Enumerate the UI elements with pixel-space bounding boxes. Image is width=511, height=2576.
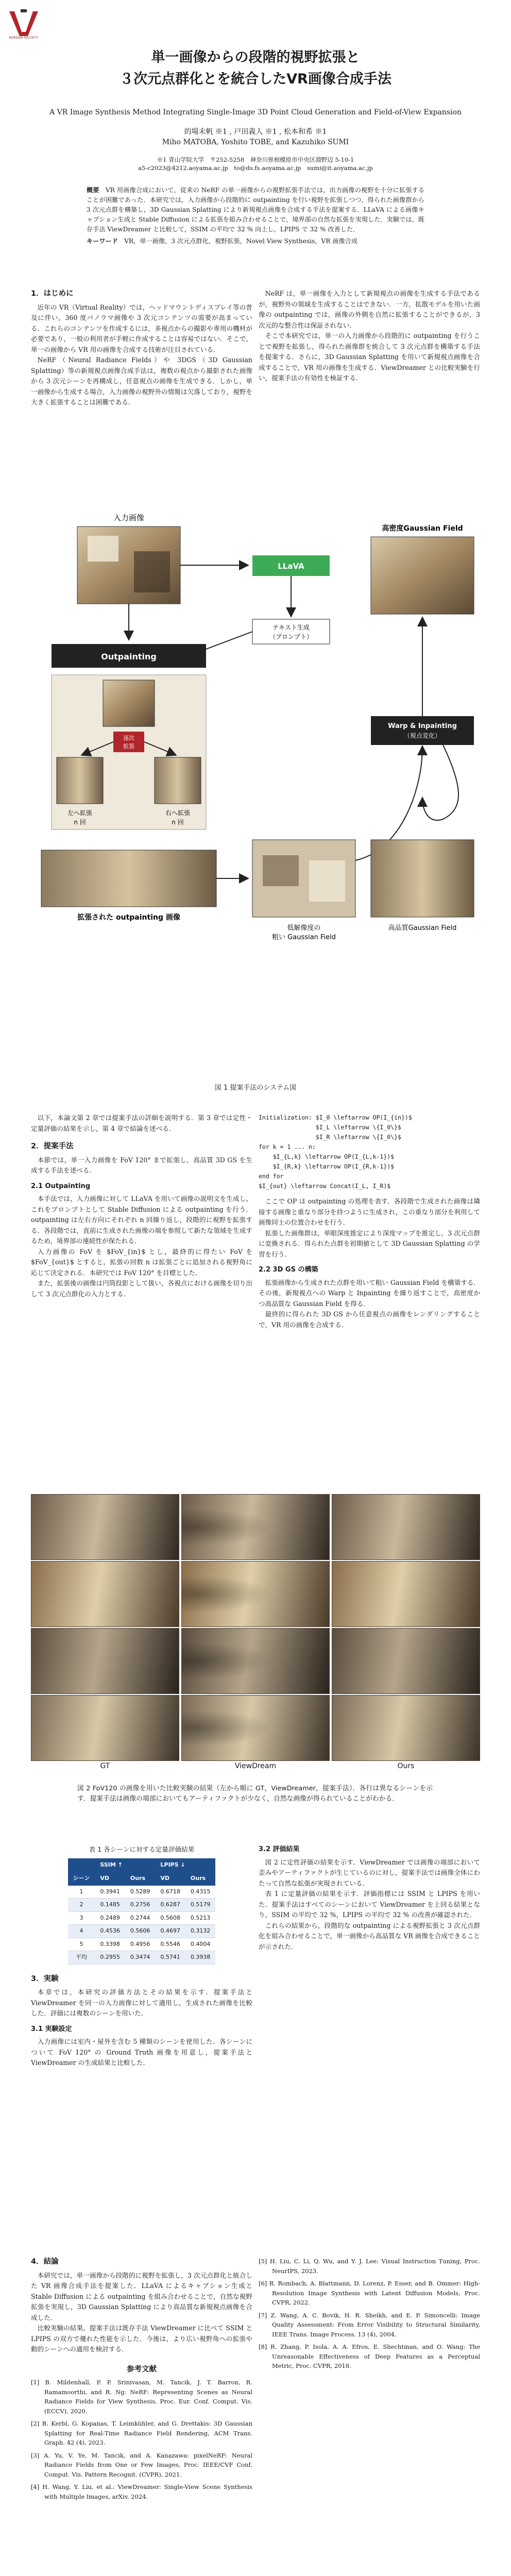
comparison-column-labels (31, 1762, 480, 1775)
results-left-column (31, 1844, 252, 2069)
method-left-column (31, 1113, 252, 1299)
references-heading: 参考文献 (127, 2365, 157, 2374)
table-cell: 1 (68, 1886, 95, 1899)
keywords-label: キーワード (87, 238, 118, 245)
table-cell: 0.3398 (95, 1938, 125, 1951)
table-cell: 0.5741 (155, 1951, 185, 1964)
table-row (68, 1951, 216, 1964)
intro-left-column (31, 289, 252, 408)
intro-heading: 1．はじめに (31, 290, 74, 298)
table-cell: 0.5213 (185, 1911, 216, 1925)
table-cell: 0.5608 (155, 1911, 185, 1925)
method-paragraph: 本手法では，入力画像に対して LLaVA を用いて画像の説明文を生成し，これをプロンプトとして Stable Diffusion による outpainting を行う．outpainting は左右方向にそれぞれ n 回繰り返し，段階的に視野を拡張する．各段階では，直前に生成された画像の端を参照して新たな領域を生成するため，境界部の連続性が保たれる． (31, 1195, 253, 1245)
warp-label: Warp & Inpainting (388, 722, 457, 730)
table-caption: 表 1 各シーンに対する定量評価結果 (89, 1845, 195, 1853)
experiment-paragraph: これらの結果から，段階的な outpainting による視野拡張と 3 次元点群化を組み合わせることで，単一画像から高品質な VR 画像を合成できることが示された． (259, 1921, 480, 1951)
table-cell: 0.4536 (95, 1925, 125, 1938)
experiment-heading: 3．実験 (31, 1974, 59, 1983)
algorithm-block (259, 1113, 480, 1191)
intro-paragraph: 近年の VR（Virtual Reality）では，ヘッドマウントディスプレイ等の普及に伴い，360 度パノラマ画像や 3 次元コンテンツの需要が高まっている．これらのコンテンツを作成するには，多視点からの撮影や専用の機材が必要であり，一般の利用者が手軽に作成することは容易ではない．そこで，単一の画像から VR 用の画像を合成する技術が注目されている． (31, 303, 252, 353)
coarse-gaussian-label: 粗い Gaussian Field (272, 934, 336, 941)
table-row (68, 1899, 216, 1912)
algorithm-line: $I_{L,k} \leftarrow OP(I_{L,k-1})$ (259, 1153, 395, 1160)
column-label-viewdream: ViewDream (234, 1762, 277, 1770)
method-paragraph: 最終的に得られた 3D GS から任意視点の画像をレンダリングすることで，VR 用の画像を合成する． (259, 1310, 480, 1329)
table-cell: 0.2744 (125, 1911, 156, 1925)
warp-sub-label: （視点変化） (403, 732, 441, 739)
experiment-subheading: 3.1 実験設定 (31, 2025, 72, 2033)
algorithm-line: end for (259, 1173, 284, 1180)
results-right-column (259, 1844, 480, 1952)
title-line-2: ３次元点群化とを統合したVR画像合成手法 (120, 71, 391, 87)
intro-right-column (259, 289, 480, 384)
method-right-column (259, 1113, 480, 1330)
intro-paragraph: そこで本研究では，単一の入力画像から段階的に outpainting を行うことで視野を拡張し，得られた画像群を統合して 3 次元点群を構築する手法を提案する．さらに，3D Gaussian Splatting を用いて新規視点画像を合成することで，VR 用の画像を生成する．ViewDreamer との比較実験を行い，提案手法の有効性を検証する． (259, 332, 480, 382)
comparison-ours-image (332, 1628, 480, 1694)
table-header-cell (68, 1858, 95, 1872)
column-label-gt: GT (100, 1762, 110, 1770)
table-row (68, 1886, 216, 1899)
table-row (68, 1911, 216, 1925)
abstract (87, 185, 424, 246)
table-cell: 0.2489 (95, 1911, 125, 1925)
reference-item: [6] R. Rombach, A. Blattmann, D. Lorenz, P. Esser, and B. Ommer: High-Resolution Image Synthesis with Latent Diffusion Models, Proc. CVPR, 2022. (259, 2280, 480, 2306)
final-gaussian-label: 高品質Gaussian Field (388, 924, 457, 932)
table-cell: 0.4697 (155, 1925, 185, 1938)
comparison-viewdream-image (181, 1695, 330, 1761)
left-expand-label: 左へ拡張 (67, 809, 93, 817)
table-row (68, 1925, 216, 1938)
table-cell: 0.1485 (95, 1899, 125, 1912)
comparison-ours-image (332, 1695, 480, 1761)
reference-list-left (31, 2378, 252, 2501)
right-expand-label: 右へ拡張 (165, 809, 191, 817)
intro-paragraph: NeRF（Neural Radiance Fields）や 3DGS（3D Gaussian Splatting）等の新規視点画像合成手法は，複数の視点から撮影された画像から 3 次元シーンを再構成し，任意視点の画像を生成できる．しかし，単一画像から生成する場合，入力画像の視野外の情報は欠落しており，視野を大きく拡張することは困難である． (31, 356, 252, 406)
algorithm-line: $I_L \leftarrow \{I_0\}$ (259, 1124, 401, 1131)
sd-label-1: 逐次 (123, 735, 134, 741)
title-line-1: 単一画像からの段階的視野拡張と (151, 49, 360, 65)
intro-paragraph: NeRF は，単一画像を入力として新規視点の画像を生成する手法であるが，視野外の領域を生成することはできない．一方，拡散モデルを用いた画像の outpainting では，画像の外側を自然に拡張することができるが，3 次元的な整合性は保証されない． (259, 290, 480, 329)
keywords-text: VR，単一画像，3 次元点群化，視野拡張，Novel View Synthesis，VR 画像合成 (124, 238, 358, 245)
table-subheader-cell: VD (95, 1872, 125, 1886)
comparison-ours-image (332, 1561, 480, 1627)
expanded-label: 拡張された outpainting 画像 (77, 913, 180, 922)
dense-gaussian-label: 高密度Gaussian Field (382, 524, 463, 533)
table-cell: 0.3941 (95, 1886, 125, 1899)
table-subheader-cell: VD (155, 1872, 185, 1886)
method-paragraph: 入力画像の FoV を $FoV_{in}$ とし，最終的に得たい FoV を $FoV_{out}$ とすると，拡張の回数 n は拡張ごとに追加される視野角に応じて決定される．本研究では FoV 120° を目標とした． (31, 1247, 252, 1277)
reference-item: [1] B. Mildenhall, P. P. Srinivasan, M. Tancik, J. T. Barron, R. Ramamoorthi, and R. Ng: NeRF: Representing Scenes as Neural Radiance Fields for View Synthesis, Proc. Eur. Conf. Comput. Vis. (ECCV), 2020. (31, 2379, 252, 2415)
method-paragraph: 拡張画像から生成された点群を用いて粗い Gaussian Field を構築する．その後，新規視点への Warp と Inpainting を繰り返すことで，高密度かつ高品質な Gaussian Field を得る． (259, 1278, 481, 1308)
comparison-viewdream-image (181, 1628, 330, 1694)
comparison-gt-image (31, 1561, 179, 1627)
table-cell: 0.4004 (185, 1938, 216, 1951)
reference-item: [2] B. Kerbl, G. Kopanas, T. Leimkühler, and G. Drettakis: 3D Gaussian Splatting for Real-Time Radiance Field Rendering, ACM Trans. Graph. 42 (4), 2023. (31, 2420, 252, 2446)
conclusion-heading: 4．結論 (31, 2258, 59, 2266)
experiment-paragraph: 表 1 に定量評価の結果を示す．評価指標には SSIM と LPIPS を用いた．提案手法はすべてのシーンにおいて ViewDreamer を上回る結果となり，SSIM の平均で 32 %，LPIPS の平均で 32 % の改善が確認された． (259, 1890, 480, 1919)
llava-label: LLaVA (278, 562, 304, 571)
input-image-label: 入力画像 (113, 513, 145, 522)
caption-box-sub: （プロンプト） (269, 633, 313, 640)
table-subheader-cell: Ours (185, 1872, 216, 1886)
caption-box-label: テキスト生成 (272, 624, 310, 631)
table-cell: 2 (68, 1899, 95, 1912)
table-cell: 平均 (68, 1951, 95, 1964)
algorithm-line: $I_R \leftarrow \{I_0\}$ (259, 1133, 401, 1141)
logo-caption: KOREAN SOCIETY (9, 36, 39, 40)
table-header-ssim: SSIM ↑ (95, 1858, 155, 1872)
conclusion-paragraph: 本研究では，単一画像から段階的に視野を拡張し，3 次元点群化と統合した VR 画像合成手法を提案した．LLaVA によるキャプション生成と Stable Diffusion による outpainting を組み合わせることで，自然な視野拡張を実現し，3D Gaussian Splatting により高品質な新規視点画像を合成した． (31, 2271, 252, 2321)
comparison-viewdream-image (181, 1561, 330, 1627)
experiment-paragraph: 図 2 に定性評価の結果を示す．ViewDreamer では画像の端部において歪みやアーティファクトが生じているのに対し，提案手法では画像全体にわたって自然な拡張が実現されている． (259, 1858, 480, 1887)
lowres-label: 低解像度の (287, 924, 321, 932)
comparison-gt-image (31, 1628, 179, 1694)
experiment-paragraph: 本章では，本研究の評価方法とその結果を示す．提案手法と ViewDreamer を同一の入力画像に対して適用し，生成された画像を比較した．評価には複数のシーンを用いた． (31, 1988, 252, 2017)
comparison-ours-image (332, 1494, 480, 1560)
warp-box (371, 716, 474, 745)
method-heading: 2．提案手法 (31, 1142, 74, 1150)
results-table (68, 1858, 216, 1964)
reference-item: [5] H. Liu, C. Li, Q. Wu, and Y. J. Lee: Visual Instruction Tuning, Proc. NeurIPS, 2023. (259, 2258, 480, 2275)
outpainting-label: Outpainting (101, 652, 157, 662)
authors (0, 127, 511, 147)
table-cell: 0.4956 (125, 1938, 156, 1951)
english-title: A VR Image Synthesis Method Integrating Single-Image 3D Point Cloud Generation and Field-of-View Expansion (49, 108, 462, 116)
table-cell: 0.3474 (125, 1951, 156, 1964)
figure2-caption: 図 2 FoV120 の画像を用いた比較実験の結果（左から順に GT，ViewDreamer，提案手法）．各行は異なるシーンを示す．提案手法は画像の端部においてもアーティファクトが少なく，自然な画像が得られていることがわかる． (77, 1785, 433, 1803)
final-gaussian-image (371, 840, 474, 917)
affiliation-emails: a5-c2023@4212.aoyama.ac.jp to@ds.fs.aoyama.ac.jp sumi@it.aoyama.ac.jp (138, 164, 373, 172)
abstract-label: 概要 (87, 187, 99, 194)
references-column (259, 2257, 480, 2374)
table-subheader-cell: シーン (68, 1872, 95, 1886)
experiment-subheading: 3.2 評価結果 (259, 1845, 300, 1853)
method-subheading: 2.2 3D GS の構築 (259, 1266, 318, 1274)
experiment-paragraph: 入力画像には室内・屋外を含む 5 種類のシーンを使用した．各シーンについて FoV 120° の Ground Truth 画像を用意し，提案手法と ViewDreamer の生成結果と比較した． (31, 2038, 252, 2066)
affiliation-address: ※1 青山学院大学 〒252-5258 神奈川県相模原市中央区淵野辺 5-10-1 (157, 156, 354, 163)
figure1-caption: 図 1 提案手法のシステム図 (214, 1084, 297, 1092)
method-intro: 以下，本論文第 2 章では提案手法の詳細を説明する．第 3 章では定性・定量評価の結果を示し，第 4 章で結論を述べる． (31, 1114, 252, 1132)
table-header-row (68, 1858, 216, 1872)
reference-item: [3] A. Yu, V. Ye, M. Tancik, and A. Kanazawa: pixelNeRF: Neural Radiance Fields from One or Few Images, Proc. IEEE/CVF Conf. Comput. Vis. Pattern Recognit. (CVPR), 2021. (31, 2451, 252, 2478)
table-cell: 3 (68, 1911, 95, 1925)
table-cell: 0.2756 (125, 1899, 156, 1912)
expanded-panorama (41, 850, 216, 907)
method-paragraph: また，拡張後の画像は円筒投影として扱い，各視点における画像を切り出して 3 次元点群化の入力とする． (31, 1279, 252, 1298)
table-cell: 4 (68, 1925, 95, 1938)
reference-item: [4] H. Wang, Y. Liu, et al.: ViewDreamer: Single-View Scene Synthesis with Multiple Images, arXiv, 2024. (31, 2483, 252, 2500)
table-cell: 0.2955 (95, 1951, 125, 1964)
comparison-gt-image (31, 1494, 179, 1560)
algorithm-line: Initialization: $I_0 \leftarrow OP(I_{in})$ (259, 1114, 412, 1121)
authors-ja: 的場未帆 ※1 , 戸田義人 ※1 , 松本和希 ※1 (184, 128, 327, 136)
system-diagram (31, 500, 480, 1077)
table-cell: 0.5289 (125, 1886, 156, 1899)
table-header-lpips: LPIPS ↓ (155, 1858, 215, 1872)
conclusion-column (31, 2257, 252, 2504)
table-subheader-cell: Ours (125, 1872, 156, 1886)
algorithm-line: $I_{out} \leftarrow Concat(I_L, I_R)$ (259, 1182, 391, 1190)
table-cell: 0.5546 (155, 1938, 185, 1951)
dense-gaussian-image (371, 537, 474, 614)
table-cell: 0.6718 (155, 1886, 185, 1899)
table-cell: 0.4315 (185, 1886, 216, 1899)
reference-list-right (259, 2257, 480, 2371)
reference-item: [8] R. Zhang, P. Isola, A. A. Efros, E. Shechtman, and O. Wang: The Unreasonable Effectiveness of Deep Features as a Perceptual Metric, Proc. CVPR, 2018. (259, 2343, 480, 2369)
abstract-text: VR 用画像合成において，従来の NeRF の単一画像からの視野拡張手法では，出力画像の視野を十分に拡張することが困難であった．本研究では，入力画像から段階的に outpainting を行い視野を拡張しつつ，得られた画像群から 3 次元点群を構築し，3D Gaussian Splatting により新規視点画像を合成する手法を提案する．LLaVA による画像キャプション生成と Stable Diffusion による拡張を組み合わせることで，境界部の自然な拡張を実現した．実験では，既存手法 ViewDreamer と比較して，SSIM の平均で 32 % 向上し，LPIPS で 32 % 改善した． (87, 187, 424, 233)
table-cell: 0.3938 (185, 1951, 216, 1964)
method-paragraph: 本節では，単一入力画像を FoV 120° まで拡張し，高品質 3D GS を生成する手法を述べる． (31, 1156, 252, 1174)
authors-en: Miho MATOBA, Yoshito TOBE, and Kazuhiko SUMI (162, 138, 349, 146)
table-row (68, 1938, 216, 1951)
table-cell: 0.6287 (155, 1899, 185, 1912)
table-cell: 0.3132 (185, 1925, 216, 1938)
method-subheading: 2.1 Outpainting (31, 1182, 91, 1190)
left-count-label: n 回 (74, 819, 86, 826)
table-subheader-row (68, 1872, 216, 1886)
column-label-ours: Ours (397, 1762, 415, 1770)
method-paragraph: ここで OP は outpainting の処理を表す．各段階で生成された画像は隣接する画像と重なり部分を持つように生成され，この重なり部分を利用して画像同士の位置合わせを行う． (259, 1197, 480, 1226)
table-cell: 5 (68, 1938, 95, 1951)
comparison-viewdream-image (181, 1494, 330, 1560)
society-logo-icon (7, 8, 40, 38)
reference-item: [7] Z. Wang, A. C. Bovik, H. R. Sheikh, and E. P. Simoncelli: Image Quality Assessment: From Error Visibility to Structural Similarity, IEEE Trans. Image Process. 13 (4), 2004. (259, 2311, 480, 2338)
affiliation (0, 156, 511, 172)
table-cell: 0.5606 (125, 1925, 156, 1938)
algorithm-line: for k = 1 ... n: (259, 1143, 316, 1150)
method-paragraph: 拡張した画像群は，単眼深度推定により深度マップを推定し，3 次元点群に変換される．得られた点群を初期値として 3D Gaussian Splatting の学習を行う． (259, 1229, 480, 1258)
sd-label-2: 拡張 (123, 743, 134, 750)
table-cell: 0.5179 (185, 1899, 216, 1912)
comparison-gt-image (31, 1695, 179, 1761)
conclusion-paragraph: 比較実験の結果，提案手法は既存手法 ViewDreamer に比べて SSIM と LPIPS の双方で優れた性能を示した．今後は，より広い視野角への拡張や動的シーンへの適用を検討する． (31, 2324, 252, 2353)
right-count-label: n 回 (172, 819, 184, 826)
algorithm-line: $I_{R,k} \leftarrow OP(I_{R,k-1})$ (259, 1163, 395, 1170)
